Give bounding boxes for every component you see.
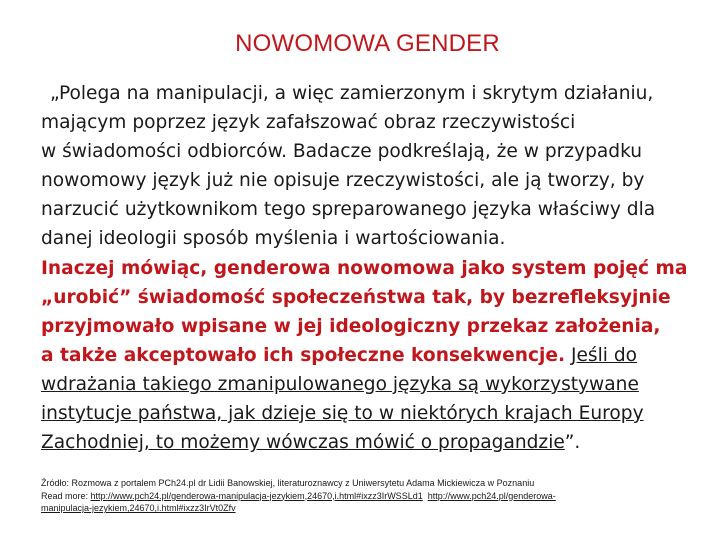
source-line: Źródło: Rozmowa z portalem PCh24.pl dr Lidii Banowskiej, literaturoznawcy z Uniwersytetu Adama Mickiewicza w Poznaniu — [41, 478, 535, 488]
quote-line: w świadomości odbiorców. Badacze podkreślają, że w przypadku — [41, 141, 643, 163]
source-note — [41, 477, 701, 515]
quote-line: narzucić użytkownikom tego spreparowanego języka właściwy dla — [41, 199, 656, 221]
underlined-start: Jeśli do — [571, 344, 638, 366]
quote-line: mającym poprzez język zafałszować obraz rzeczywistości — [41, 112, 576, 134]
final-line — [41, 428, 693, 457]
quote-line: danej ideologii sposób myślenia i wartościowania. — [41, 228, 506, 250]
closing-quote: ”. — [564, 432, 581, 454]
read-more-line-cont — [41, 502, 701, 515]
underlined-line: wdrażania takiego zmanipulowanego języka są wykorzystywane — [41, 373, 639, 395]
source-link[interactable]: http://www.pch24.pl/genderowa-manipulacja-jezykiem,24670,i.html#ixzz3IrWSSLd1 — [90, 490, 423, 501]
read-more-label: Read more: — [41, 490, 89, 501]
underlined-line: instytucje państwa, jak dzieje się to w niektórych krajach Europy — [41, 403, 644, 425]
emphasis-line: Inaczej mówiąc, genderowa nowomowa jako system pojęć ma — [41, 257, 688, 279]
emphasis-line: przyjmowało wpisane w jej ideologiczny przekaz założenia, — [41, 315, 661, 337]
emphasis-line-end: a także akceptowało ich społeczne konsekwencje. — [41, 344, 566, 366]
quote-line: nowomowy język już nie opisuje rzeczywistości, ale ją tworzy, by — [41, 170, 645, 192]
read-more-line — [41, 490, 701, 503]
source-link-alt[interactable]: http://www.pch24.pl/genderowa- — [427, 490, 556, 501]
emphasis-line: „urobić” świadomość społeczeństwa tak, by bezrefleksyjnie — [41, 286, 671, 308]
mixed-line — [41, 341, 693, 370]
underlined-end: Zachodniej, to możemy wówczas mówić o propagandzie — [41, 432, 565, 454]
source-link-alt-cont[interactable]: manipulacja-jezykiem,24670,i.html#ixzz3IrVt0Zfv — [41, 503, 236, 514]
slide-title: NOWOMOWA GENDER — [235, 30, 500, 57]
quote-line: „Polega na manipulacji, a więc zamierzonym i skrytym działaniu, — [50, 83, 654, 104]
quote-body — [41, 79, 693, 457]
